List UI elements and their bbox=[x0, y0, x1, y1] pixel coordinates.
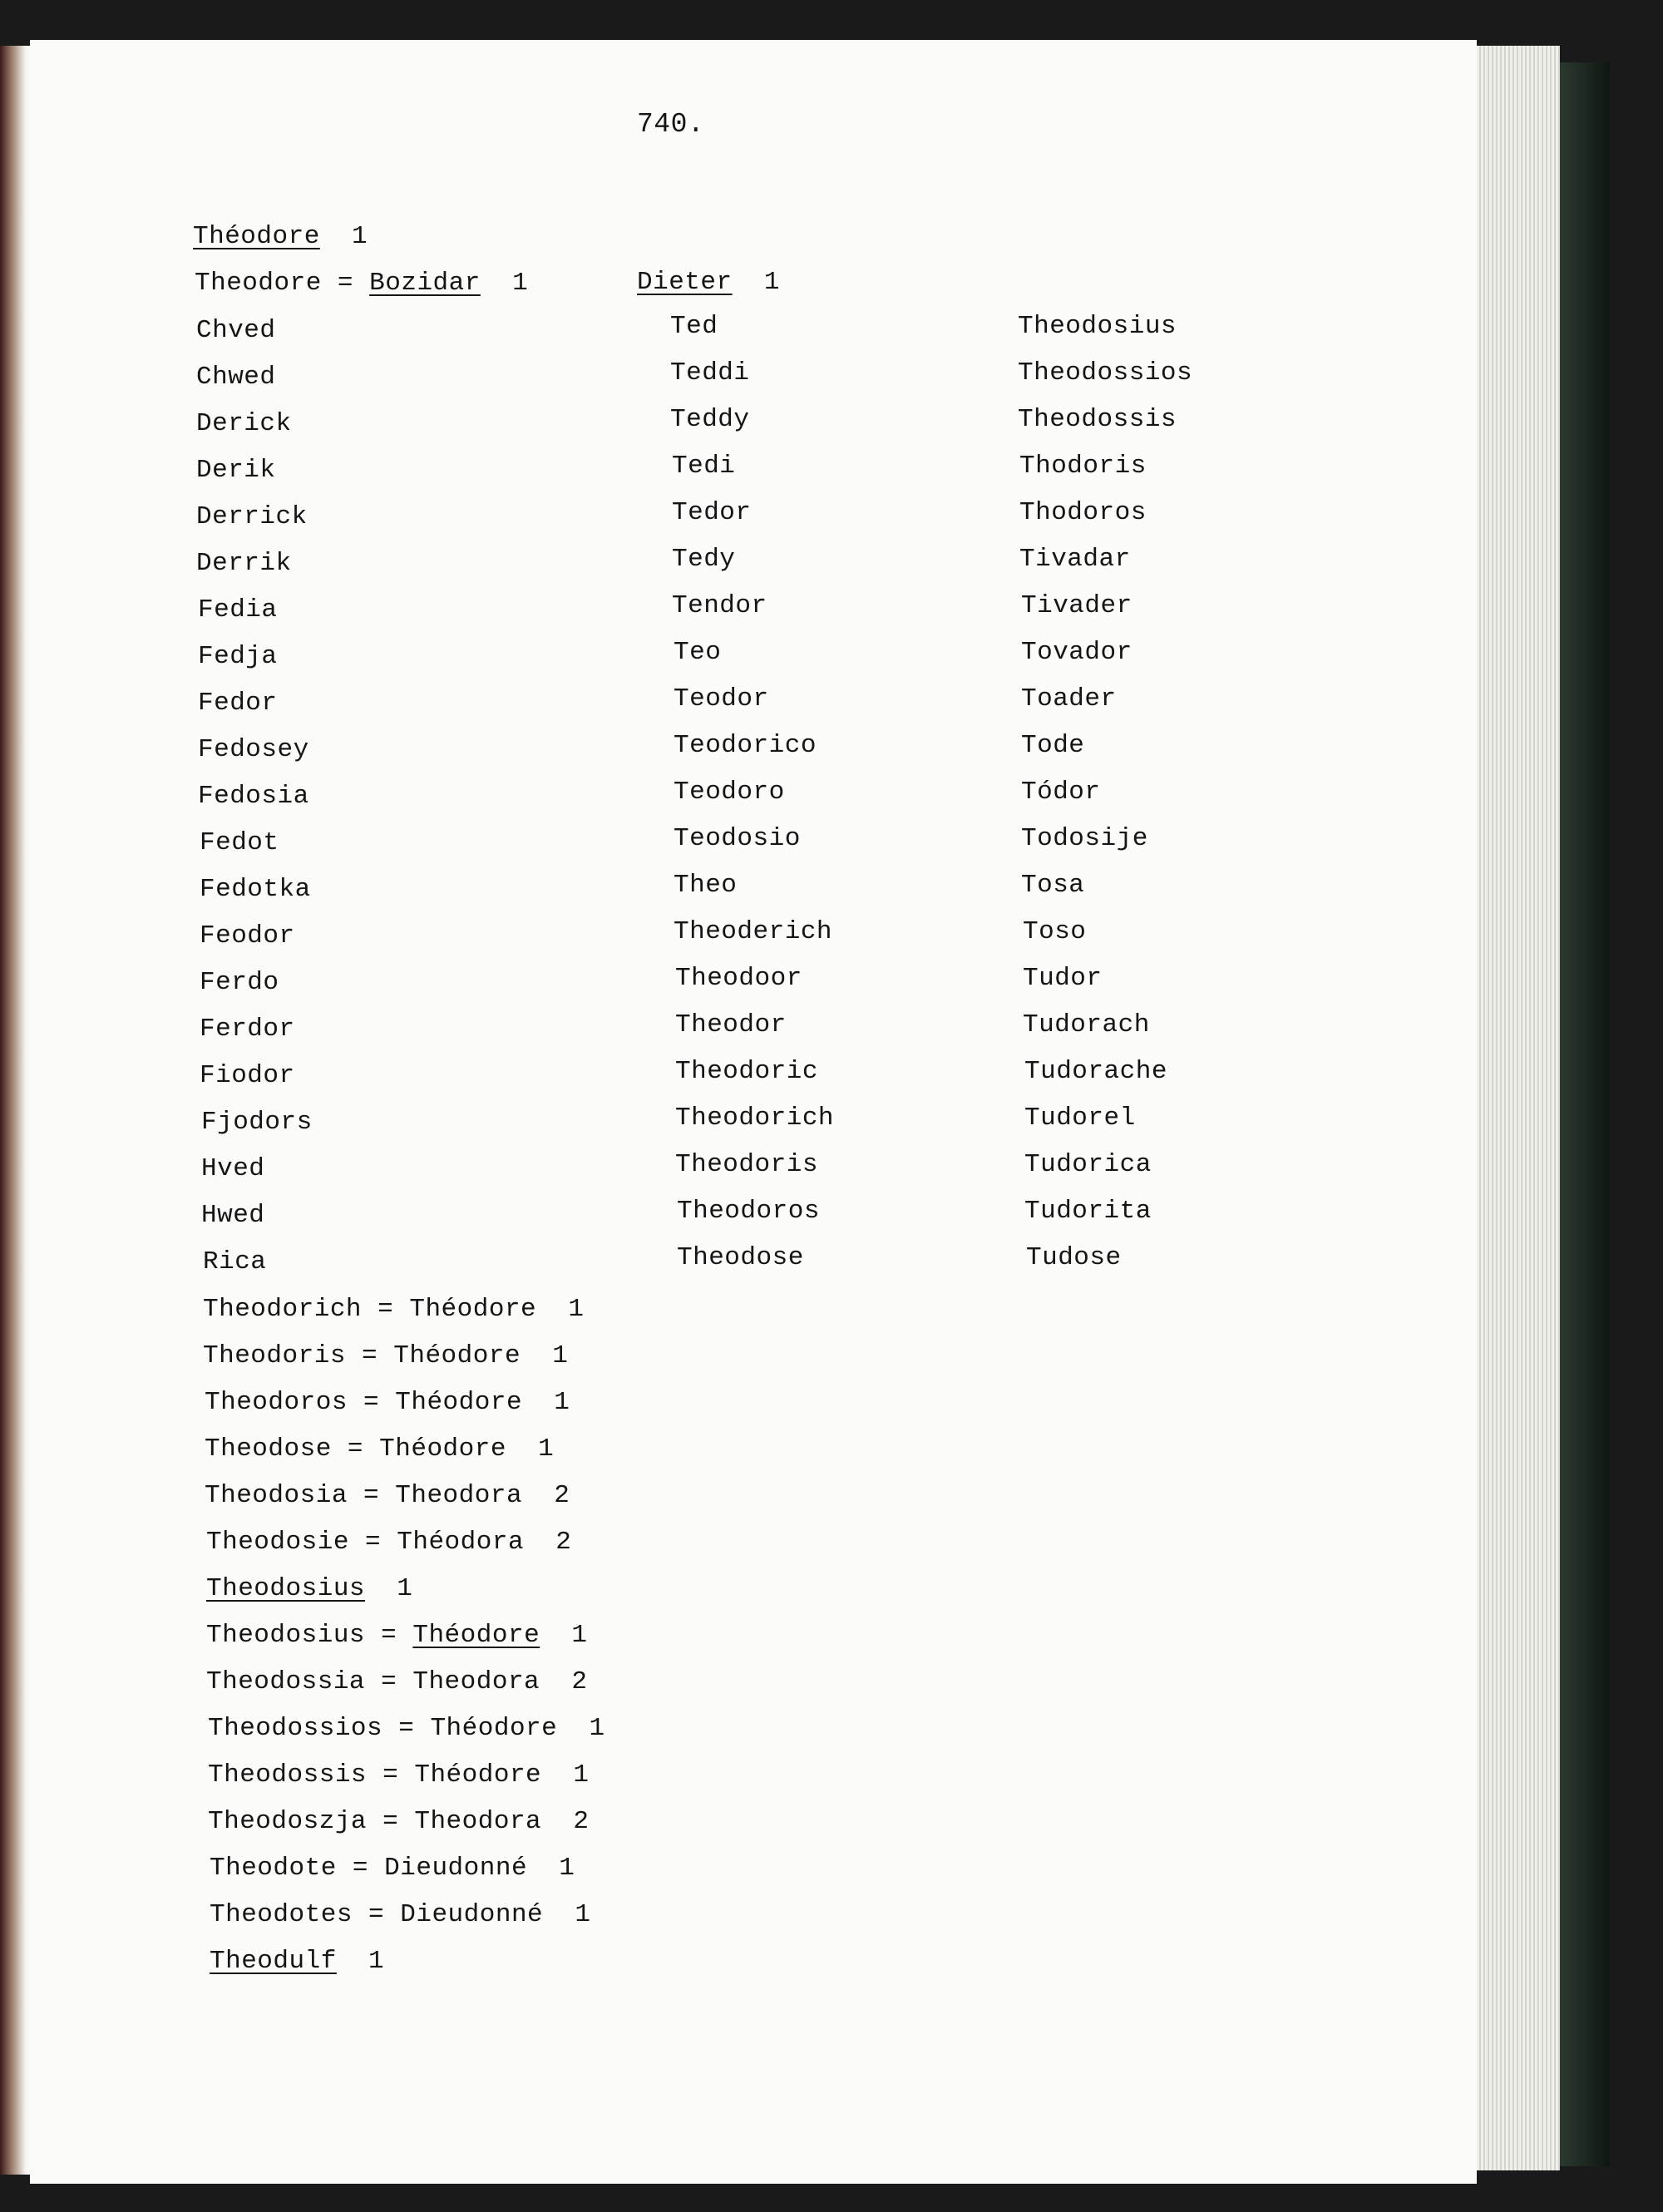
entry-line: Théodore 1 bbox=[193, 222, 368, 251]
entry-line: Derrick bbox=[196, 502, 308, 531]
entry-line: Tudorica bbox=[1024, 1150, 1152, 1179]
entry-line: Theo bbox=[674, 871, 738, 900]
entry-line: Tudorach bbox=[1023, 1010, 1150, 1039]
entry-line: Theodoris = Théodore 1 bbox=[203, 1341, 569, 1370]
entry-line: Teo bbox=[674, 638, 722, 667]
entry-line: Tudor bbox=[1023, 964, 1103, 993]
entry-line: Tendor bbox=[672, 591, 767, 620]
entry-line: Rica bbox=[203, 1247, 267, 1276]
entry-line: Theodoros = Théodore 1 bbox=[205, 1388, 570, 1417]
entry-line: Fedja bbox=[198, 642, 278, 671]
entry-line: Tivadar bbox=[1019, 545, 1131, 574]
entry-line: Derik bbox=[196, 456, 276, 485]
entry-line: Teddi bbox=[670, 358, 750, 388]
entry-line: Dieter 1 bbox=[637, 268, 780, 297]
entry-line: Tedi bbox=[672, 452, 736, 481]
entry-line: Fjodors bbox=[201, 1108, 313, 1137]
entry-line: Fedot bbox=[200, 828, 279, 857]
entry-line: Toader bbox=[1021, 684, 1117, 713]
entry-line: Tódor bbox=[1021, 778, 1101, 807]
page-number: 740. bbox=[637, 109, 705, 140]
entry-line: Theodossis = Théodore 1 bbox=[208, 1760, 590, 1790]
entry-line: Theodossios bbox=[1018, 358, 1193, 388]
entry-line: Teodoro bbox=[674, 778, 785, 807]
entry-line: Teodor bbox=[674, 684, 769, 713]
entry-line: Toso bbox=[1023, 917, 1087, 946]
entry-line: Tudorita bbox=[1024, 1197, 1152, 1226]
entry-line: Theodosia = Theodora 2 bbox=[205, 1481, 570, 1510]
entry-line: Theodoros bbox=[677, 1197, 820, 1226]
entry-line: Teddy bbox=[670, 405, 750, 434]
entry-line: Tedor bbox=[672, 498, 752, 527]
entry-line: Tivader bbox=[1021, 591, 1133, 620]
entry-line: Fedor bbox=[198, 689, 278, 718]
entry-line: Chved bbox=[196, 316, 276, 345]
entry-line: Fedosia bbox=[198, 782, 309, 811]
entry-line: Theodoric bbox=[675, 1057, 818, 1086]
entry-line: Tedy bbox=[672, 545, 736, 574]
entry-line: Tudose bbox=[1026, 1243, 1122, 1272]
entry-line: Tudorache bbox=[1024, 1057, 1167, 1086]
entry-line: Theodosie = Théodora 2 bbox=[206, 1528, 572, 1557]
entry-line: Theodoszja = Theodora 2 bbox=[208, 1807, 590, 1836]
entry-line: Theodosius bbox=[1018, 312, 1177, 341]
entry-line: Ferdor bbox=[200, 1015, 295, 1044]
entry-line: Feodor bbox=[200, 921, 295, 950]
entry-line: Theodorich = Théodore 1 bbox=[203, 1295, 585, 1324]
entry-line: Theodosius = Théodore 1 bbox=[206, 1621, 588, 1650]
entry-line: Theodossis bbox=[1018, 405, 1177, 434]
entry-line: Theodossios = Théodore 1 bbox=[208, 1714, 605, 1743]
entry-line: Hwed bbox=[201, 1201, 265, 1230]
entry-line: Derrik bbox=[196, 549, 292, 578]
entry-line: Theodose bbox=[677, 1243, 804, 1272]
entry-line: Tode bbox=[1021, 731, 1085, 760]
entry-line: Hved bbox=[201, 1154, 265, 1183]
entry-line: Theodote = Dieudonné 1 bbox=[210, 1854, 575, 1883]
entry-line: Fedotka bbox=[200, 875, 311, 904]
entry-line: Theodosius 1 bbox=[206, 1574, 413, 1603]
entry-line: Teodosio bbox=[674, 824, 801, 853]
entry-line: Theodossia = Theodora 2 bbox=[206, 1667, 588, 1696]
entry-line: Derick bbox=[196, 409, 292, 438]
entry-line: Theodorich bbox=[675, 1104, 835, 1133]
entry-line: Thodoris bbox=[1019, 452, 1147, 481]
entry-line: Fiodor bbox=[200, 1061, 295, 1090]
entry-line: Theodor bbox=[675, 1010, 787, 1039]
entry-line: Ferdo bbox=[200, 968, 279, 997]
entry-line: Theodoor bbox=[675, 964, 802, 993]
entry-line: Thodoros bbox=[1019, 498, 1147, 527]
entry-line: Fedosey bbox=[198, 735, 309, 764]
entry-line: Chwed bbox=[196, 363, 276, 392]
entry-line: Theodulf 1 bbox=[210, 1947, 385, 1976]
entry-line: Theodotes = Dieudonné 1 bbox=[210, 1900, 591, 1929]
entry-line: Todosije bbox=[1021, 824, 1148, 853]
entry-line: Theoderich bbox=[674, 917, 833, 946]
entry-line: Theodose = Théodore 1 bbox=[205, 1434, 555, 1464]
entry-line: Tosa bbox=[1021, 871, 1085, 900]
entry-line: Theodoris bbox=[675, 1150, 818, 1179]
entry-line: Tudorel bbox=[1024, 1104, 1136, 1133]
entry-line: Fedia bbox=[198, 595, 278, 625]
entry-line: Tovador bbox=[1021, 638, 1133, 667]
entry-line: Ted bbox=[670, 312, 718, 341]
entry-line: Theodore = Bozidar 1 bbox=[195, 269, 529, 298]
entry-line: Teodorico bbox=[674, 731, 817, 760]
